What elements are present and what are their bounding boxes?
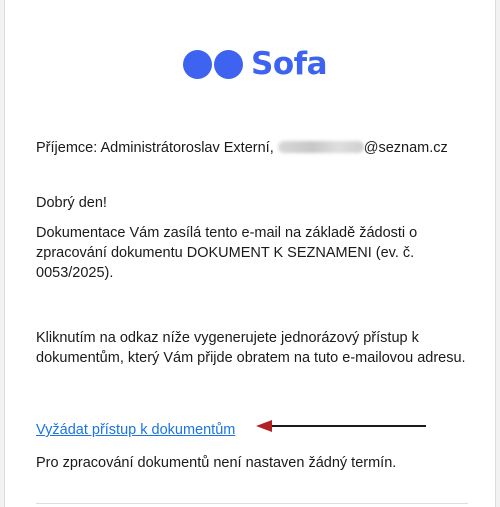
logo-dot-right — [214, 50, 243, 79]
request-access-link[interactable]: Vyžádat přístup k dokumentům — [36, 422, 236, 438]
brand-name: Sofa — [251, 45, 328, 82]
left-arrow-icon — [256, 417, 428, 435]
logo-dot-left — [183, 50, 212, 79]
recipient-label: Příjemce: Administrátoroslav Externí, — [36, 140, 274, 156]
recipient-email-domain: @seznam.cz — [363, 140, 448, 156]
redacted-email-username — [278, 141, 364, 153]
footer-divider — [36, 503, 468, 504]
two-dots-logo-icon — [183, 50, 243, 79]
sofa-logo — [183, 44, 327, 84]
greeting: Dobrý den! — [36, 195, 107, 211]
instructions-paragraph: Kliknutím na odkaz níže vygenerujete jednorázový přístup k dokumentům, který Vám přijde obratem na tuto e-mailovou adresu. — [36, 330, 466, 366]
arrow-head — [256, 420, 272, 432]
deadline-note: Pro zpracování dokumentů není nastaven žádný termín. — [36, 455, 397, 471]
recipient-line — [36, 138, 448, 158]
intro-paragraph: Dokumentace Vám zasílá tento e-mail na základě žádosti o zpracování dokumentu DOKUMENT K SEZNAMENI (ev. č. 0053/2025). — [36, 225, 418, 281]
